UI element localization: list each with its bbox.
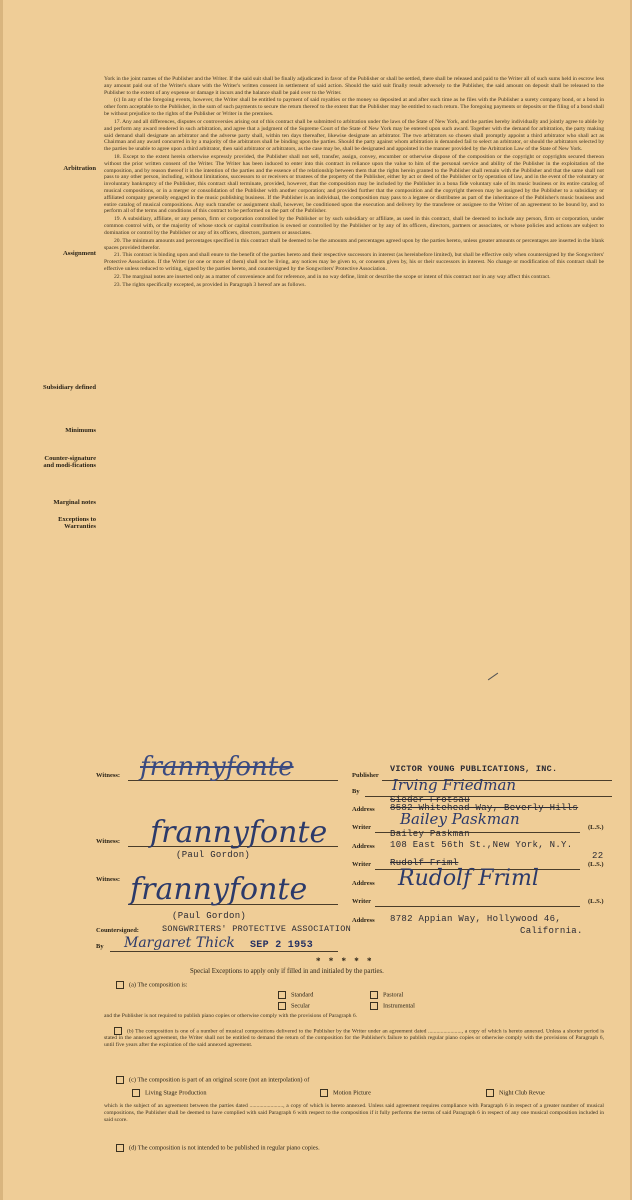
paragraph-21: 21. This contract is binding upon and shall enure to the benefit of the parties hereto and their respective successors in interest (as hereinbefore limited), but shall be effective only when countersigned by the Songwriters' Protective Association. If the Writer (or one or more of them) shall not be living, any notices may be given to, or consents given by, his or their successors in interest. No change or modification of this contract shall be effective unless reduced to writing, signed by the parties hereto, and countersigned by the Songwriters' Protective Association. <box>104 252 604 272</box>
exception-b-checkbox[interactable] <box>114 1027 122 1035</box>
margin-note-assignment: Assignment <box>63 250 96 257</box>
exception-d-row <box>116 1144 320 1152</box>
exception-a-checkbox[interactable] <box>116 981 124 989</box>
exception-b-label: (b) The composition is one of a number of musical compositions delivered to the Publisher by the Writer under an agreement dated ........................, a copy of which is hereto annexed. Unless a shorter period is stated in the annexed agreement, the Writer shall not be entitled to demand the return of the composition for the Publisher's failure to publish regular piano copies or otherwise comply with the provisions of Paragraph 6, until five years after the expiration of the said annexed agreement. <box>104 1028 604 1048</box>
motion-picture-label: Motion Picture <box>333 1089 371 1097</box>
living-stage-label: Living Stage Production <box>145 1089 207 1097</box>
margin-note-minimums: Minimums <box>65 427 96 434</box>
exception-c-tail: which is the subject of an agreement between the parties dated ........................, a copy of which is hereto annexed. Unless said agreement requires compliance with Paragraph 6 in respect of a greater number of musical compositions, the Publisher shall be deemed to have complied with said Paragraph 6 with respect to the composition if it fully performs the terms of said Paragraph 6 in respect of any one musical composition included in said score. <box>104 1103 604 1123</box>
witness-label-2: Witness: <box>96 838 121 845</box>
instrumental-label: Instrumental <box>383 1002 415 1010</box>
address-label-2: Address <box>352 843 375 850</box>
margin-note-arbitration: Arbitration <box>63 165 96 172</box>
writer-label-1: Writer <box>352 824 372 831</box>
writer-line-3 <box>375 906 580 907</box>
witness-signature-1: frannyfonte <box>140 752 294 782</box>
margin-note-marginal: Marginal notes <box>53 499 96 506</box>
instrumental-checkbox[interactable] <box>370 1002 378 1010</box>
exception-c-checkbox[interactable] <box>116 1076 124 1084</box>
paragraph-18: 18. Except to the extent herein otherwise expressly provided, the Publisher shall not sell, transfer, assign, convey, encumber or otherwise dispose of the composition or the copyright or copyrights secured thereon without the prior written consent of the Writer. The Writer has been induced to enter into this contract in reliance upon the value to him of the personal service and ability of the Publisher in the exploitation of the composition, and by reason thereof it is the intention of the parties and the essence of the relationship between them that the rights herein granted to the Publisher shall remain with the Publisher and that the same shall not pass to any other person, including, without limitations, successors to or receivers or trustees of the property of the Publisher, either by act or deed of the Publisher or by operation of law, and in the event of the voluntary or involuntary bankruptcy of the Publisher, this contract shall terminate, provided, however, that the composition may be included by the Publisher in a bona fide voluntary sale of its music business or its entire catalog of musical compositions, or in a merger or consolidation of the Publisher with another corporation; and provided further that the composition and the copyright thereon may be assigned by the Publisher to a subsidiary or affiliated company generally engaged in the music publishing business. If the Publisher is an individual, the composition may pass to a legatee or distributee as part of the inheritance of the Publisher's music business and entire catalog of musical compositions. Any such transfer or assignment shall, however, be conditioned upon the execution and delivery by the transferee or assignee to the Writer of an agreement to be bound by, and to perform all of the terms and conditions of this contract to be performed on the part of the Publisher. <box>104 153 604 215</box>
writer-label-3: Writer <box>352 898 372 905</box>
standard-label: Standard <box>291 991 314 999</box>
address-2: 108 East 56th St.,New York, N.Y. <box>390 840 573 850</box>
writer-label-2: Writer <box>352 861 372 868</box>
paragraph-continued: York in the joint names of the Publisher and the Writer. If the said suit shall be finally adjudicated in favor of the Publisher or shall be settled, there shall be released and paid to the Writer all of such sums held in escrow less any amount paid out of the Writer's share with the Writer's written consent in settlement of said action. Should the said suit finally result adversely to the Publisher, the said amount on deposit shall be released to the Publisher to the extent of any expense or damage it incurs and the balance shall be paid over to the Writer. <box>104 76 604 96</box>
writer3-signature: Rudolf Friml <box>398 866 539 891</box>
address-1: 8582 Whitehead Way, Beverly Hills <box>390 803 579 813</box>
address-label-3: Address <box>352 880 375 887</box>
countersigned-org: SONGWRITERS' PROTECTIVE ASSOCIATION <box>162 924 352 934</box>
witness-name-3: (Paul Gordon) <box>172 911 247 921</box>
witness-signature-3: frannyfonte <box>130 872 308 907</box>
countersigned-date-stamp: SEP 2 1953 <box>250 940 314 951</box>
standard-checkbox[interactable] <box>278 991 286 999</box>
stars-divider: * * * * * <box>316 956 375 966</box>
paragraph-16c: (c) In any of the foregoing events, however, the Writer shall be entitled to payment of said royalties or the money so deposited at and after such time as he files with the Publisher a surety company bond, or a bond in other form acceptable to the Publisher, in the sum of such payments to secure the return thereof to the extent that the Publisher may be entitled to such return. The foregoing payments or deposits or the filing of a bond shall be without prejudice to the rights of the Publisher or Writer in the premises. <box>104 97 604 118</box>
option-living-stage <box>132 1089 207 1097</box>
exception-b-text <box>104 1027 604 1049</box>
address-3-line2: California. <box>520 926 583 936</box>
exception-a-label: (a) The composition is: <box>129 981 188 989</box>
paragraph-20: 20. The minimum amounts and percentages specified in this contract shall be deemed to be the amounts and percentages agreed upon by the parties hereto, unless greater amounts or percentages are inserted in the blank spaces provided therefor. <box>104 237 604 251</box>
publisher-name: VICTOR YOUNG PUBLICATIONS, INC. <box>390 764 558 774</box>
night-club-checkbox[interactable] <box>486 1089 494 1097</box>
ls-1: (L.S.) <box>588 824 604 831</box>
countersigned-by-label: By <box>96 943 104 950</box>
option-standard <box>278 991 313 999</box>
option-motion-picture <box>320 1089 371 1097</box>
option-instrumental <box>370 1002 415 1010</box>
writer2-typed: Rudolf Friml <box>390 858 459 868</box>
countersigned-by-line <box>110 951 338 952</box>
publisher-label: Publisher <box>352 772 379 779</box>
margin-note-subsidiary: Subsidiary defined <box>43 384 96 391</box>
pastoral-label: Pastoral <box>383 991 404 999</box>
ls-3: (L.S.) <box>588 898 604 905</box>
witness-label-3: Witness: <box>96 876 121 883</box>
pastoral-checkbox[interactable] <box>370 991 378 999</box>
paragraph-17: 17. Any and all differences, disputes or controversies arising out of this contract shall be submitted to arbitration under the laws of the State of New York, and the parties hereby individually and jointly agree to abide by and perform any award rendered in such arbitration, and agree that a judgment of the Supreme Court of the State of New York may be entered upon such award. Together with the demand for arbitration, the party making said demand shall designate an arbitrator and the adverse party shall, within ten days thereafter, likewise designate an arbitrator. The two arbitrators so chosen shall promptly appoint a third arbitrator who shall act as Chairman and any award concurred in by a majority of the arbitrators shall be binding upon the parties. Should the party against whom arbitration is demanded fail to select an arbitrator, or should the arbitrators selected by the parties be unable to agree upon a third arbitrator, then said arbitrator or arbitrators, as the case may be, shall be designated and appointed in the manner provided by the Arbitration Law of the State of New York. <box>104 118 604 153</box>
motion-picture-checkbox[interactable] <box>320 1089 328 1097</box>
secular-checkbox[interactable] <box>278 1002 286 1010</box>
address-3: 8782 Appian Way, Hollywood 46, <box>390 914 562 924</box>
writer1-typed: Bailey Paskman <box>390 829 470 839</box>
address-label-1: Address <box>352 806 375 813</box>
option-secular <box>278 1002 310 1010</box>
publisher-by-label: By <box>352 788 360 795</box>
paragraph-23: 23. The rights specifically excepted, as provided in Paragraph 3 hereof are as follows. <box>114 281 306 288</box>
paragraph-22: 22. The marginal notes are inserted only as a matter of convenience and for reference, and in no way define, limit or describe the scope or intent of this contract nor in any way affect this contract. <box>114 273 551 280</box>
address-2-zip: 22 <box>592 851 604 861</box>
exception-d-checkbox[interactable] <box>116 1144 124 1152</box>
exception-c-label: (c) The composition is part of an original score (not an interpolation) of <box>129 1076 310 1084</box>
pencil-mark <box>488 673 498 681</box>
publisher-by-typed: Sieder Frotsau <box>390 795 470 805</box>
living-stage-checkbox[interactable] <box>132 1089 140 1097</box>
publisher-by-signature: Irving Friedman <box>392 776 517 794</box>
witness-signature-2: frannyfonte <box>150 815 328 850</box>
option-pastoral <box>370 991 403 999</box>
margin-note-exceptions: Exceptions to Warranties <box>58 516 96 530</box>
exception-c-row <box>116 1076 309 1084</box>
address-label-4: Address <box>352 917 375 924</box>
night-club-label: Night Club Revue <box>499 1089 545 1097</box>
option-night-club <box>486 1089 545 1097</box>
witness-name-2: (Paul Gordon) <box>176 850 251 860</box>
countersigned-label: Countersigned: <box>96 927 139 934</box>
exception-a-tail: and the Publisher is not required to publish piano copies or otherwise comply with the provisions of Paragraph 6. <box>104 1013 358 1019</box>
exceptions-heading: Special Exceptions to apply only if filled in and initialed by the parties. <box>190 968 384 975</box>
ls-2: (L.S.) <box>588 861 604 868</box>
paragraph-19: 19. A subsidiary, affiliate, or any person, firm or corporation controlled by the Publisher or by such subsidiary or affiliate, as used in this contract, shall be deemed to include any person, firm or corporation, under common control with, or the majority of whose stock or capital contribution is owned or controlled by the Publisher or by any of its officers, directors, partners or associates, or whose policies and actions are subject to domination or control by the Publisher or any of its officers, directors, partners or associates. <box>104 216 604 236</box>
witness-label-1: Witness: <box>96 772 121 779</box>
contract-body <box>104 76 604 289</box>
countersigned-by-signature: Margaret Thick <box>124 935 235 951</box>
exception-a-row <box>116 981 187 989</box>
writer1-signature: Bailey Paskman <box>400 810 520 828</box>
margin-note-countersignature: Counter-signature and modi-fications <box>43 455 96 469</box>
secular-label: Secular <box>291 1002 310 1010</box>
exception-d-label: (d) The composition is not intended to be published in regular piano copies. <box>129 1144 320 1152</box>
